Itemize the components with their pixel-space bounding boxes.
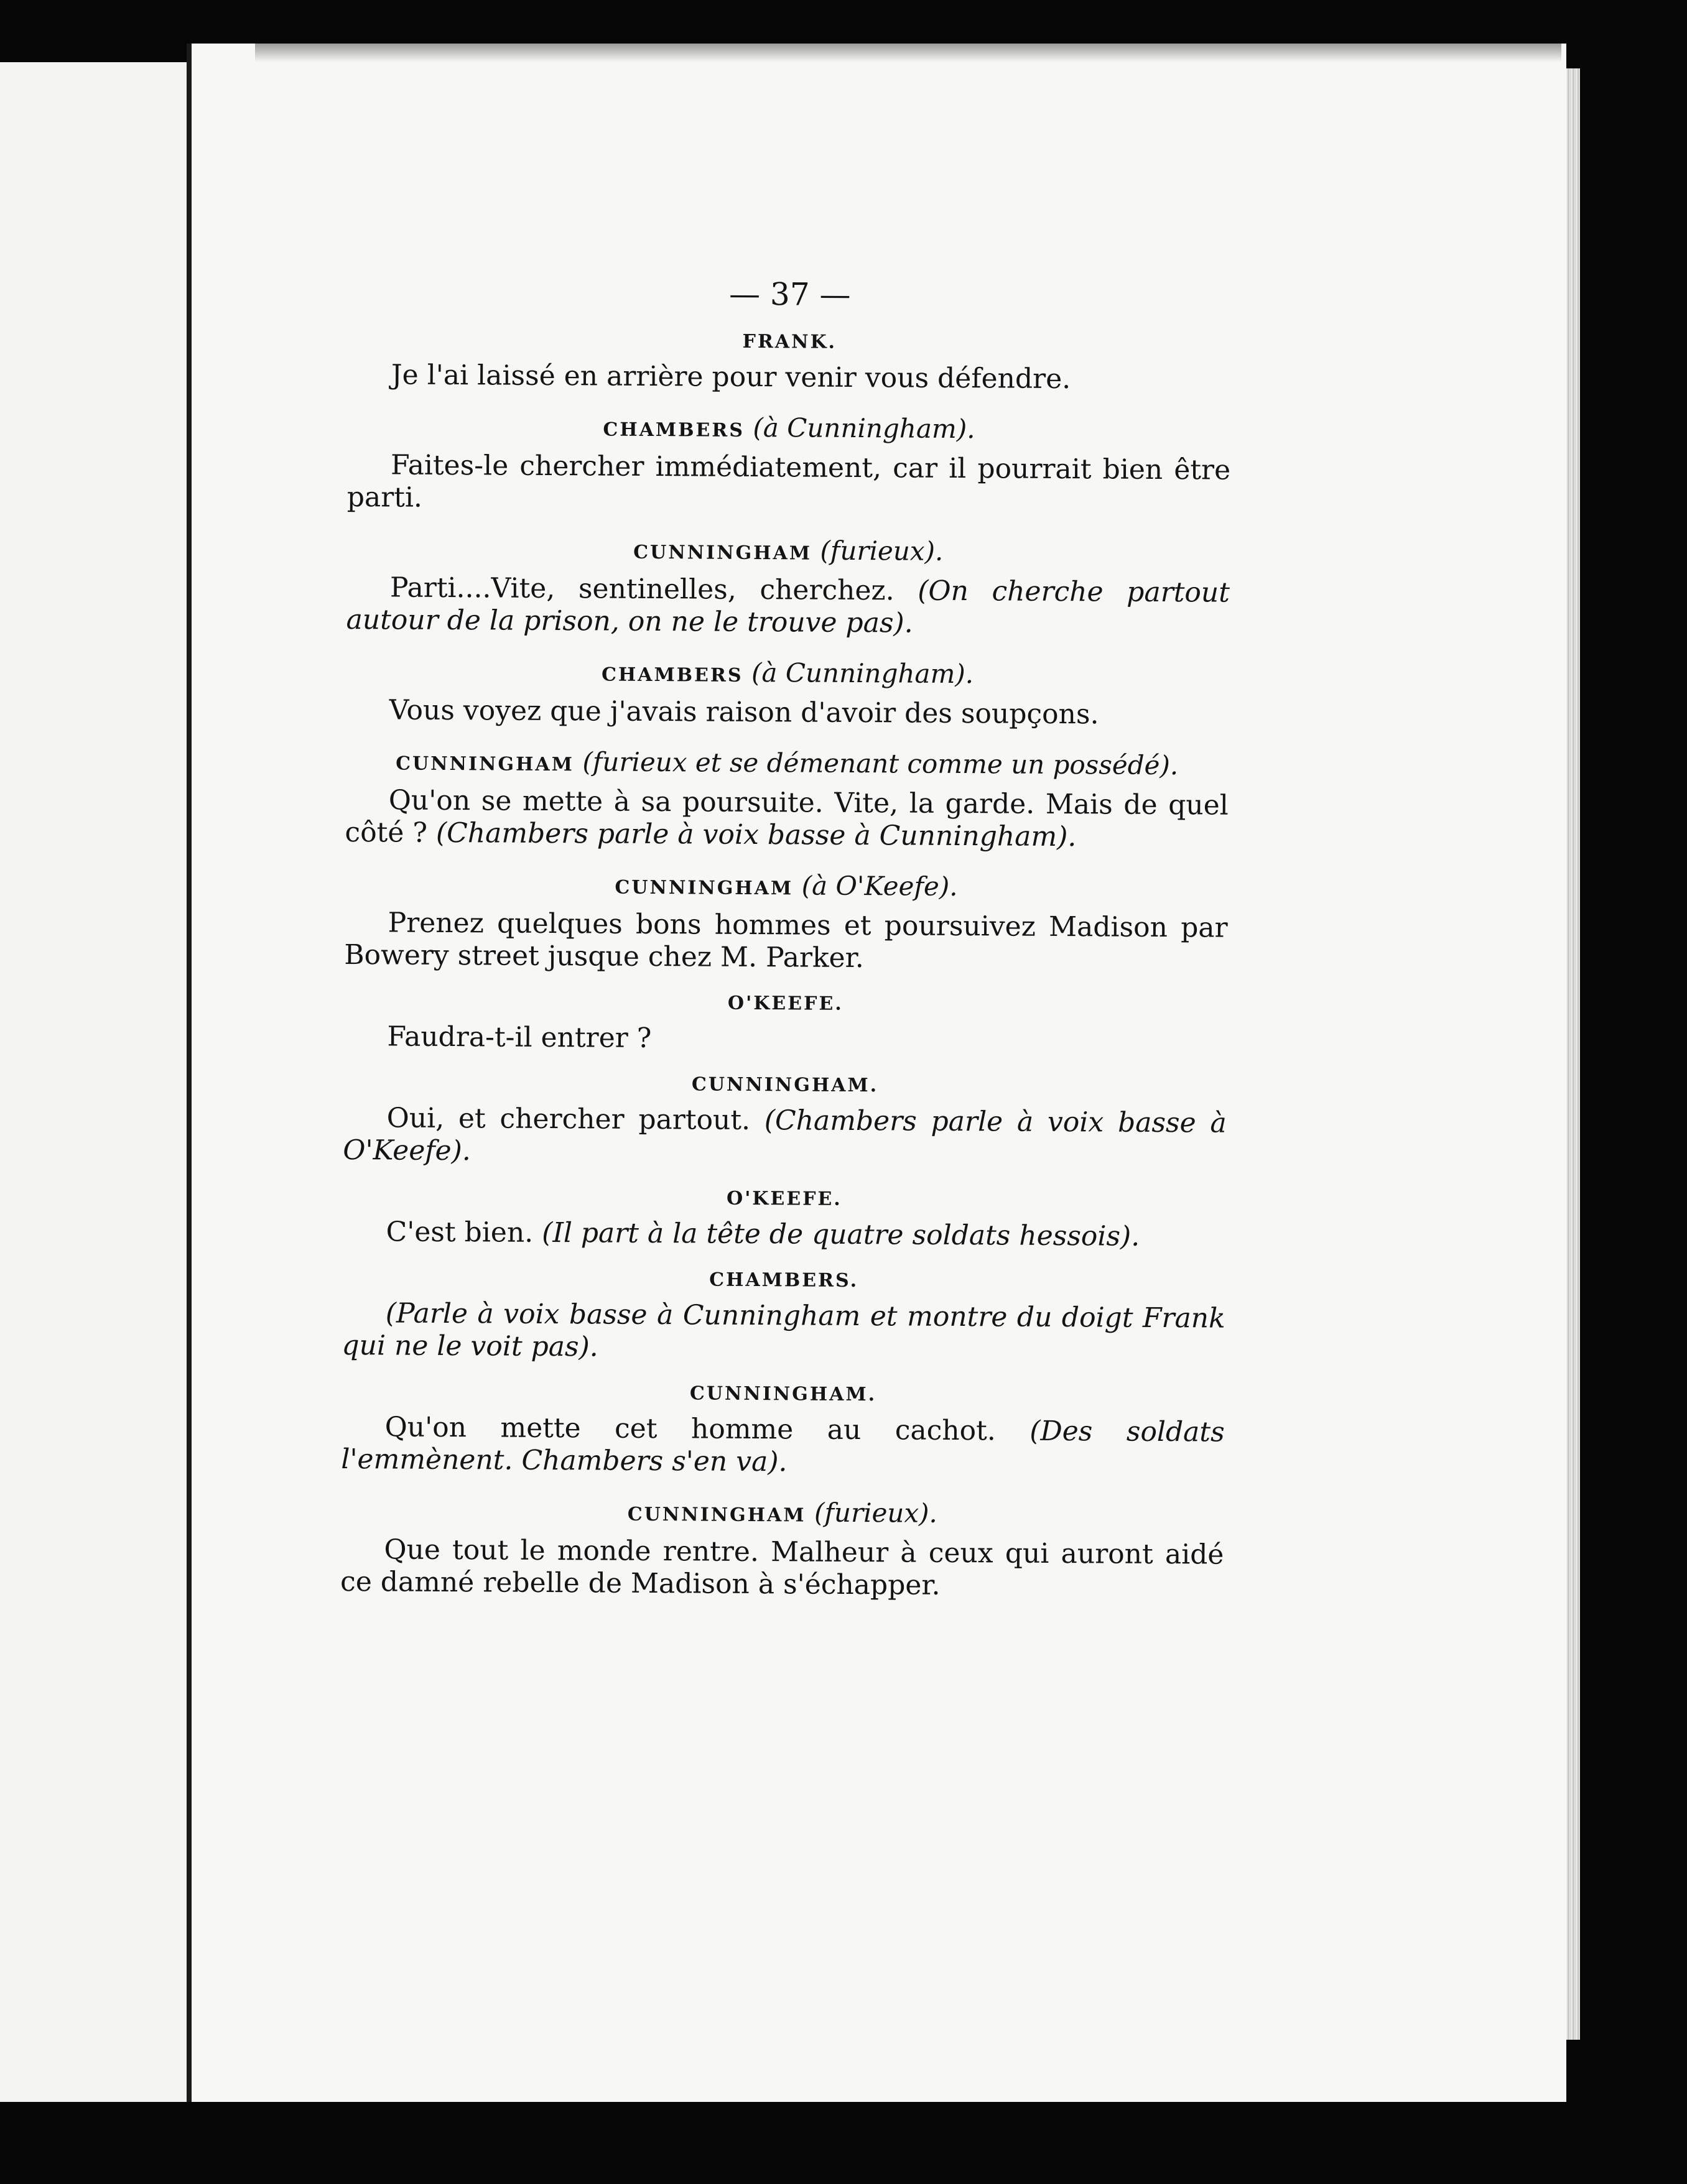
spoken-text: Oui, et chercher partout. bbox=[386, 1102, 751, 1136]
dialogue-block bbox=[347, 410, 1231, 519]
speaker-name: CUNNINGHAM. bbox=[689, 1382, 877, 1406]
page-number: — 37 — bbox=[728, 275, 851, 313]
speaker-heading bbox=[345, 868, 1228, 904]
page-text bbox=[340, 274, 1232, 1604]
speaker-name: FRANK. bbox=[742, 330, 837, 353]
speaker-heading bbox=[344, 990, 1227, 1017]
speaker-name: O'KEEFE. bbox=[727, 992, 844, 1015]
dialogue-block bbox=[346, 532, 1230, 642]
speaker-heading bbox=[342, 1267, 1225, 1294]
page-top-shadow bbox=[255, 44, 1561, 62]
dialogue-line bbox=[341, 1411, 1225, 1481]
speaker-direction: (furieux). bbox=[820, 535, 944, 567]
dialogue-block bbox=[342, 1185, 1226, 1254]
speaker-heading bbox=[347, 410, 1230, 446]
stage-direction: (On cherche partout autour de la prison, on ne le trouve pas). bbox=[346, 575, 1230, 639]
speaker-direction: (à Cunningham). bbox=[751, 657, 974, 690]
dialogue-block bbox=[342, 1267, 1225, 1367]
speaker-name: CUNNINGHAM bbox=[633, 541, 812, 565]
speaker-heading bbox=[348, 328, 1231, 356]
speaker-direction: (à O'Keefe). bbox=[801, 870, 958, 902]
left-page-edge bbox=[0, 62, 194, 2102]
stage-direction: (Parle à voix basse à Cunningham et montre du doigt Frank qui ne le voit pas). bbox=[342, 1297, 1225, 1363]
dialogue-line bbox=[343, 1020, 1227, 1058]
dialogue-block bbox=[348, 328, 1232, 397]
stage-direction: (Il part à la tête de quatre soldats hessois). bbox=[542, 1216, 1140, 1252]
speaker-heading bbox=[345, 745, 1229, 781]
dialogue-line bbox=[342, 1297, 1225, 1367]
speaker-direction: (furieux et se démenant comme un possédé). bbox=[582, 746, 1179, 781]
dialogue-line bbox=[346, 694, 1229, 732]
spoken-text: Faudra-t-il entrer ? bbox=[387, 1020, 652, 1054]
speaker-heading bbox=[341, 1494, 1224, 1530]
dialogue-line bbox=[344, 907, 1228, 977]
dialogue-line bbox=[348, 359, 1231, 397]
stage-direction: (Des soldats l'emmènent. Chambers s'en va). bbox=[341, 1415, 1225, 1478]
dialogue-block bbox=[345, 745, 1229, 854]
speaker-name: CUNNINGHAM bbox=[615, 876, 794, 900]
speaker-name: CUNNINGHAM. bbox=[691, 1073, 879, 1097]
speaker-name: CHAMBERS. bbox=[709, 1269, 859, 1292]
spoken-text: Parti....Vite, sentinelles, cherchez. bbox=[389, 571, 895, 607]
speaker-heading bbox=[343, 1185, 1226, 1213]
speaker-heading bbox=[343, 1071, 1227, 1099]
speaker-direction: (à Cunningham). bbox=[753, 412, 975, 445]
dialogue-block bbox=[343, 990, 1227, 1058]
dialogue-line bbox=[346, 571, 1230, 642]
dialogue-block bbox=[346, 655, 1230, 732]
dialogue-block bbox=[343, 1071, 1227, 1172]
stage-direction: (Chambers parle à voix basse à Cunningham). bbox=[435, 817, 1077, 853]
spoken-text: C'est bien. bbox=[386, 1216, 534, 1249]
dialogue-line bbox=[340, 1534, 1224, 1604]
dialogue-line bbox=[347, 449, 1231, 519]
dialogue-block bbox=[340, 1494, 1224, 1604]
speaker-name: O'KEEFE. bbox=[726, 1187, 842, 1210]
spoken-text: Faites-le chercher immédiatement, car il pourrait bien être parti. bbox=[346, 449, 1231, 514]
speaker-name: CHAMBERS bbox=[603, 419, 745, 442]
spoken-text: Qu'on se mette à sa poursuite. Vite, la garde. Mais de quel côté ? bbox=[345, 784, 1229, 849]
speaker-heading bbox=[342, 1381, 1225, 1408]
speaker-name: CUNNINGHAM bbox=[396, 752, 575, 776]
spoken-text: Je l'ai laissé en arrière pour venir vous défendre. bbox=[391, 359, 1071, 396]
speaker-heading bbox=[346, 655, 1229, 691]
speaker-name: CUNNINGHAM bbox=[627, 1503, 806, 1527]
dialogue-line bbox=[342, 1216, 1225, 1254]
spoken-text: Prenez quelques bons hommes et poursuivez Madison par Bowery street jusque chez M. Parker. bbox=[344, 907, 1228, 974]
dialogue-block bbox=[341, 1381, 1225, 1481]
dialogue-line bbox=[343, 1102, 1227, 1172]
spoken-text: Qu'on mette cet homme au cachot. bbox=[384, 1411, 996, 1447]
spoken-text: Que tout le monde rentre. Malheur à ceux qui auront aidé ce damné rebelle de Madison à s'échapper. bbox=[340, 1534, 1224, 1601]
spoken-text: Vous voyez que j'avais raison d'avoir des soupçons. bbox=[389, 694, 1099, 731]
dialogue-line bbox=[345, 784, 1229, 854]
dialogue-block bbox=[344, 868, 1228, 977]
stage-direction: (Chambers parle à voix basse à O'Keefe). bbox=[343, 1104, 1227, 1167]
speaker-name: CHAMBERS bbox=[601, 664, 743, 687]
speaker-direction: (furieux). bbox=[814, 1497, 938, 1529]
speaker-heading bbox=[346, 532, 1230, 568]
